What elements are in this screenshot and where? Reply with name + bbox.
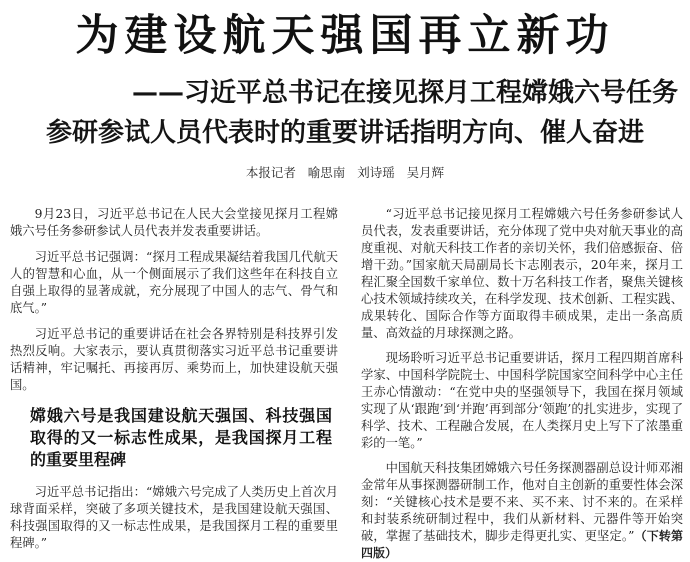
paragraph: 习近平总书记的重要讲话在社会各界特别是科技界引发热烈反响。大家表示，要认真贯彻落实习近平总书记重要讲话精神，牢记嘱托、再接再厉、乘势而上，加快建设航天强国。 <box>10 327 338 392</box>
continued-notice: （下转第四版） <box>361 529 683 560</box>
paragraph: “习近平总书记接见探月工程嫦娥六号任务参研参试人员代表，发表重要讲话，充分体现了党中央对航天事业的高度重视、对航天科技工作者的亲切关怀，我们倍感振奋、倍增干劲。”国家航天局副局长卞志刚表示，20年来，探月工程汇聚全国数千家单位、数十万名科技工作者，聚焦关键核心技术领域持续攻关，在科学发现、技术创新、工程实践、成果转化、国际合作等方面取得丰硕成果，走出一条高质量、高效益的月球探测之路。 <box>361 207 683 340</box>
paragraph: 现场聆听习近平总书记重要讲话，探月工程四期首席科学家、中国科学院院士、中国科学院国家空间科学中心主任王赤心情激动：“在党中央的坚强领导下，我国在探月领域实现了从‘跟跑’到‘并跑’再到部分‘领跑’的扎实进步，实现了科学、技术、工程融合发展，在人类探月史上写下了浓墨重彩的一笔。” <box>361 351 683 450</box>
left-column <box>10 206 338 552</box>
subtitle-line-1: ——习近平总书记在接见探月工程嫦娥六号任务 <box>131 78 678 108</box>
paragraph <box>361 460 683 562</box>
right-column <box>361 206 683 562</box>
paragraph-text: 中国航天科技集团嫦娥六号任务探测器副总设计师邓湘金常年从事探测器研制工作，他对自主创新的重要性体会深刻：“关键核心技术是要不来、买不来、讨不来的。在采样和封装系统研制过程中，我们从新材料、元器件等开始突破，掌握了基础技术，脚步走得更扎实、更坚定。” <box>361 461 683 543</box>
section-subhead: 嫦娥六号是我国建设航天强国、科技强国取得的又一标志性成果，是我国探月工程的重要里程碑 <box>30 406 332 469</box>
headline: 为建设航天强国再立新功 <box>75 11 615 61</box>
byline: 本报记者 喻思南 刘诗瑶 吴月辉 <box>245 165 445 180</box>
paragraph: 9月23日，习近平总书记在人民大会堂接见探月工程嫦娥六号任务参研参试人员代表并发表重要讲话。 <box>10 207 338 238</box>
paragraph: 习近平总书记强调：“探月工程成果凝结着我国几代航天人的智慧和心血，从一个侧面展示了我们这些年在科技自立自强上取得的显著成就，充分展现了中国人的志气、骨气和底气。” <box>10 250 338 315</box>
subtitle-line-2: 参研参试人员代表时的重要讲话指明方向、催人奋进 <box>45 118 644 148</box>
paragraph: 习近平总书记指出：“嫦娥六号完成了人类历史上首次月球背面采样，突破了多项关键技术，是我国建设航天强国、科技强国取得的又一标志性成果，是我国探月工程的重要里程碑。” <box>10 485 338 550</box>
